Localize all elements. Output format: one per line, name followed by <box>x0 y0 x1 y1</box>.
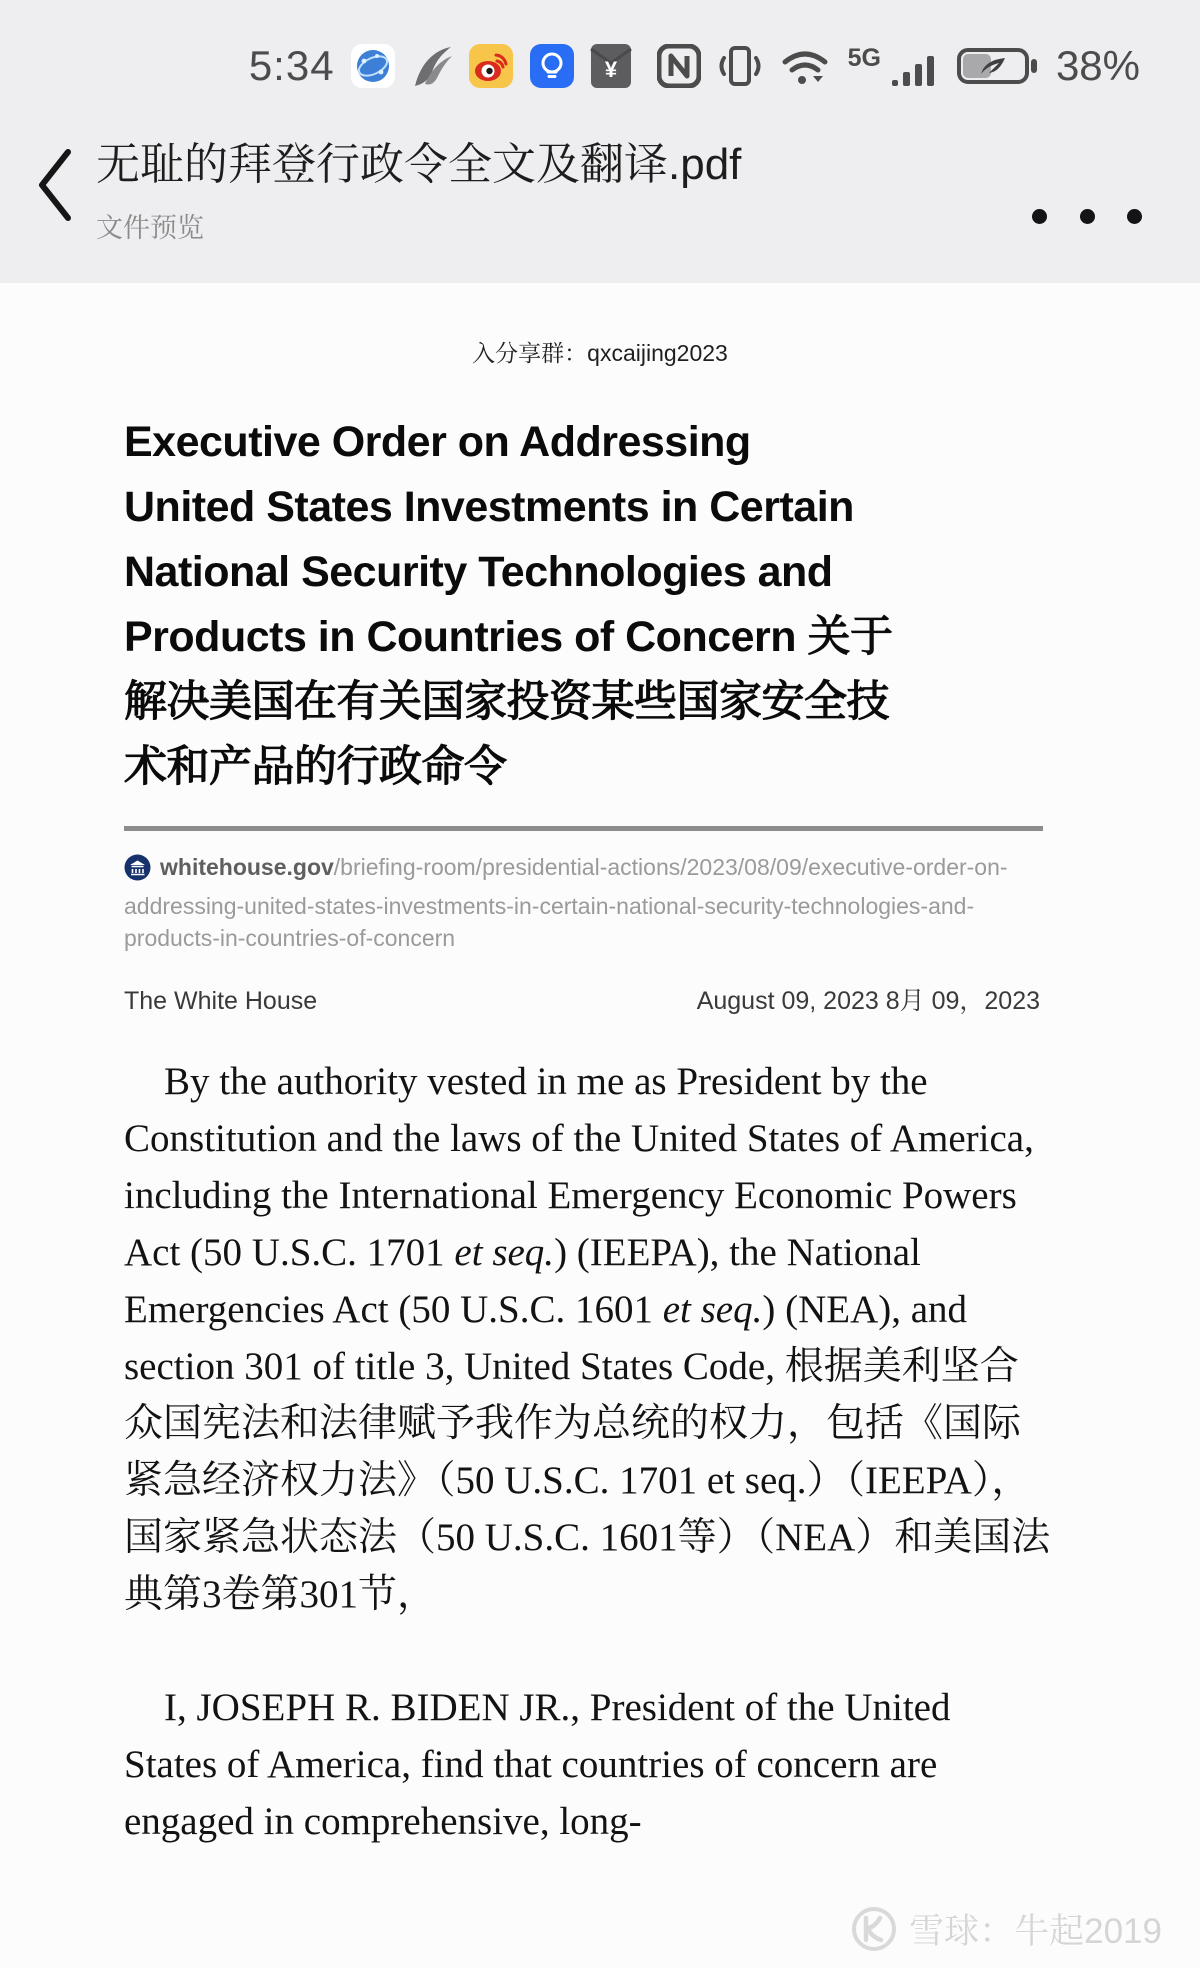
body-text: By the authority vested in me as President by the Constitution and the laws of the United States of America, including the International Emergency Economic Powers Act (50 U.S.C. 1701 <box>124 1059 1034 1274</box>
share-group-note: 入分享群：qxcaijing2023 <box>472 340 728 366</box>
ellipsis-dot <box>1080 209 1095 224</box>
file-title: 无耻的拜登行政令全文及翻译.pdf <box>96 140 742 189</box>
watermark-text: 雪球：牛起2019 <box>909 1912 1162 1951</box>
battery-percent-label: 38% <box>1055 42 1140 89</box>
publisher-label: The White House <box>124 986 318 1015</box>
network-type-label: 5G <box>847 43 881 72</box>
more-options-button[interactable] <box>1032 196 1142 236</box>
title-divider <box>124 826 1043 831</box>
body-text-italic: et seq. <box>662 1287 763 1331</box>
ellipsis-dot <box>1127 209 1142 224</box>
signal-bars-icon <box>890 44 942 88</box>
document-title-line: 解决美国在有关国家投资某些国家安全技 <box>124 678 889 726</box>
xueqiu-watermark <box>851 1904 1162 1954</box>
document-body <box>124 1053 1052 1850</box>
pdf-preview-area[interactable] <box>0 283 1200 1968</box>
body-text-italic: et seq. <box>454 1230 555 1274</box>
document-title-line: Executive Order on Addressing <box>124 418 751 466</box>
document-title-line: United States Investments in Certain <box>124 483 854 531</box>
browser-icon <box>350 43 396 89</box>
date-label: August 09, 2023 8月 09，2023 <box>696 986 1040 1015</box>
document-title-line: 术和产品的行政命令 <box>124 743 507 791</box>
document-title <box>124 410 1140 800</box>
top-chrome <box>0 0 1200 283</box>
whitehouse-favicon-icon <box>124 854 151 890</box>
clock-time: 5:34 <box>248 42 335 89</box>
document-title-line: National Security Technologies and <box>124 548 833 596</box>
chevron-left-icon <box>28 142 84 228</box>
paragraph-biden-finding: I, JOSEPH R. BIDEN JR., President of the United States of America, find that countries of concern are engaged in comprehensive, long- <box>124 1685 951 1843</box>
ellipsis-dot <box>1032 209 1047 224</box>
body-text: ) (IEEPA), the National Emergencies Act (50 U.S.C. 1601 <box>124 1230 921 1331</box>
body-text: ) (NEA), and section 301 of title 3, United States Code, 根据美利坚合众国宪法和法律赋予我作为总统的权力，包括《国际紧急经济权力法》（50 U.S.C. 1701 et seq.）（IEEPA），国家紧急状态法（50 U.S.C. 1601等）（NEA）和美国法典第3卷第301节， <box>124 1287 1051 1616</box>
flashlight-icon <box>529 43 575 89</box>
yen-symbol: ¥ <box>604 57 617 82</box>
wallet-icon <box>590 43 632 89</box>
nfc-icon <box>657 44 701 88</box>
weibo-icon <box>468 43 514 89</box>
document-title-line: Products in Countries of Concern 关于 <box>124 613 893 661</box>
vibrate-icon <box>716 44 764 88</box>
status-bar <box>0 42 1140 90</box>
source-url[interactable] <box>124 851 1044 955</box>
back-button[interactable] <box>28 142 84 228</box>
document-meta <box>124 981 1040 1017</box>
source-path: /briefing-room/presidential-actions/2023/08/09/executive-order-on-addressing-united-states-investments-in-certain-national-security-technologies-and-products-in-countries-of-concern <box>124 854 1008 951</box>
paragraph-authority <box>124 1053 1052 1623</box>
xueqiu-logo-icon <box>851 1906 897 1952</box>
file-preview-label: 文件预览 <box>96 213 204 243</box>
battery-saver-icon <box>957 44 1041 88</box>
wifi-icon <box>779 44 831 88</box>
reader-icon <box>411 44 453 88</box>
source-domain: whitehouse.gov <box>160 854 334 880</box>
